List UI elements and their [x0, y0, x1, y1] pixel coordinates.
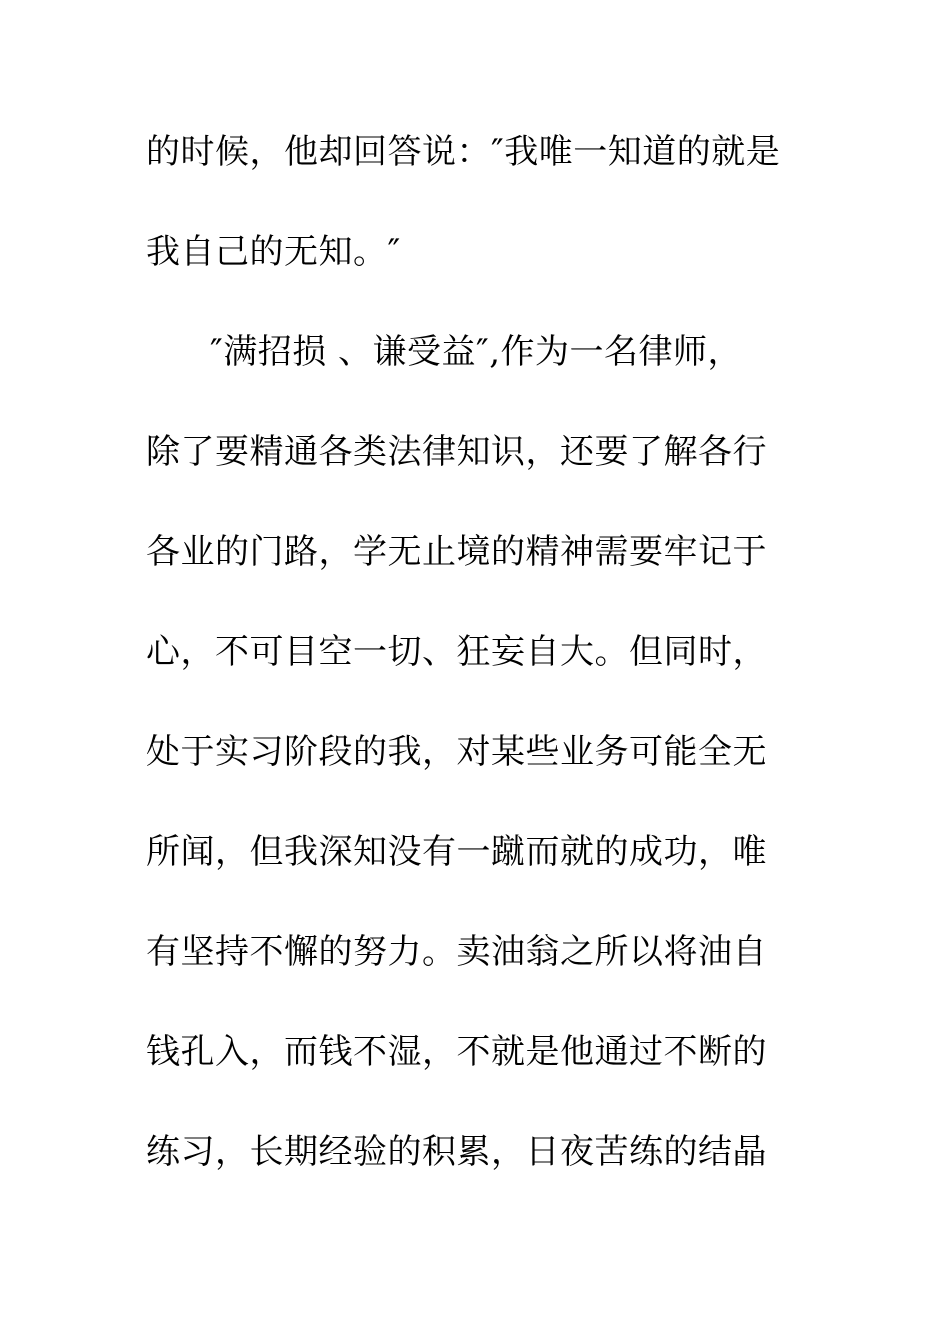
text-line: 各业的门路，学无止境的精神需要牢记于: [146, 532, 767, 572]
text-line: 练习，长期经验的积累，日夜苦练的结晶: [146, 1132, 767, 1172]
paragraph-start-line: ″满招损 、谦受益″,作为一名律师，: [210, 332, 743, 372]
text-line: 钱孔入，而钱不湿，不就是他通过不断的: [146, 1032, 767, 1072]
text-line: 处于实习阶段的我，对某些业务可能全无: [146, 732, 767, 772]
text-line: 除了要精通各类法律知识，还要了解各行: [146, 432, 767, 472]
text-line: 所闻，但我深知没有一蹴而就的成功，唯: [146, 832, 767, 872]
text-line: 有坚持不懈的努力。卖油翁之所以将油自: [146, 932, 767, 972]
text-line: 我自己的无知。″: [146, 232, 401, 272]
text-line: 的时候，他却回答说：″我唯一知道的就是: [146, 132, 781, 172]
text-line: 心，不可目空一切、狂妄自大。但同时，: [146, 632, 767, 672]
